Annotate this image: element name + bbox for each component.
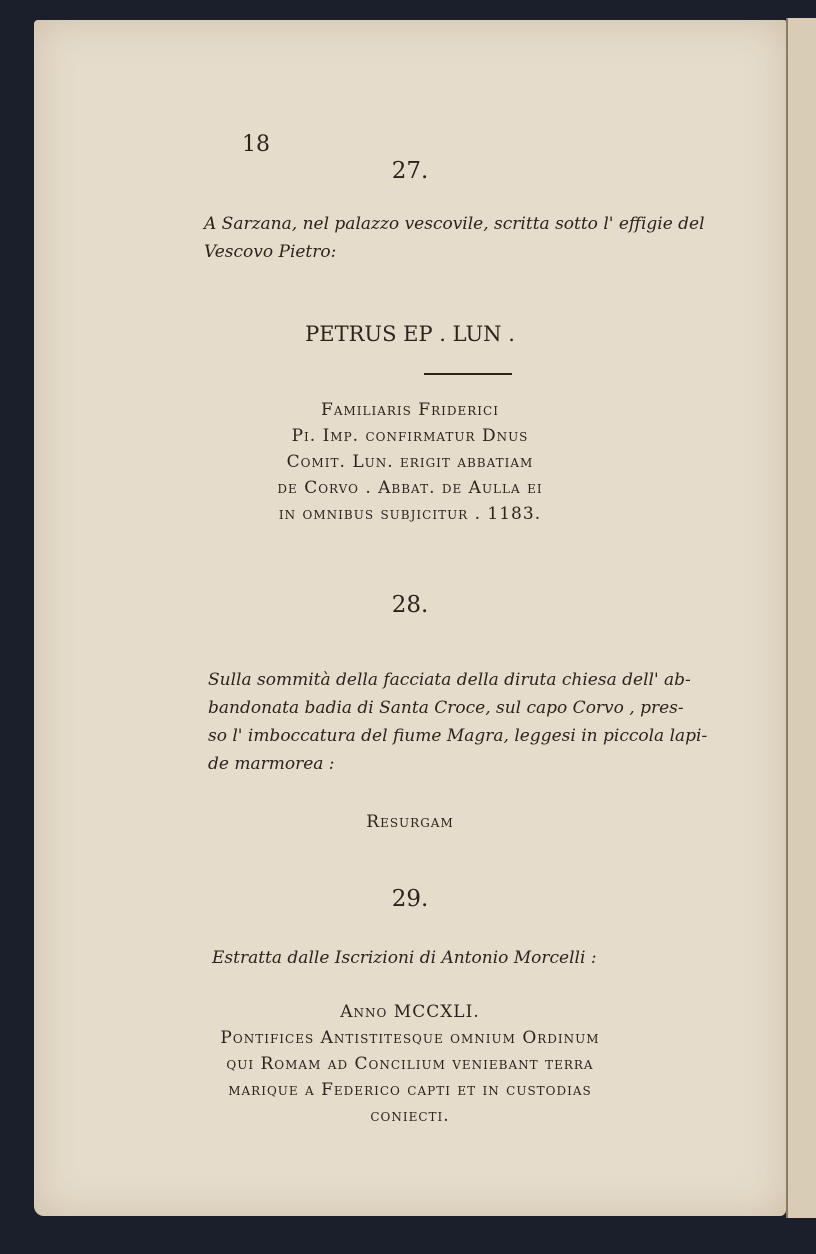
- entry-number-27: 27.: [391, 158, 429, 184]
- entry-29-intro: Estratta dalle Iscrizioni di Antonio Morcelli :: [212, 948, 597, 968]
- page-number: 18: [242, 132, 270, 157]
- entry-29-inscription-line-1: Anno MCCXLI.: [340, 1002, 480, 1022]
- entry-27-inscription-line-3: Comit. Lun. erigit abbatiam: [286, 452, 534, 472]
- entry-27-intro-line-1: A Sarzana, nel palazzo vescovile, scritta sotto l' effigie del: [204, 214, 705, 234]
- entry-29-inscription-line-2: Pontifices Antistitesque omnium Ordinum: [220, 1028, 600, 1048]
- entry-27-intro-line-2: Vescovo Pietro:: [204, 242, 337, 262]
- entry-29-inscription-line-3: qui Romam ad Concilium veniebant terra: [226, 1054, 594, 1074]
- divider-rule: [424, 373, 512, 375]
- entry-29-inscription-line-5: coniecti.: [370, 1106, 450, 1126]
- entry-27-inscription-line-2: Pi. Imp. confirmatur Dnus: [291, 426, 529, 446]
- next-page-edge: [786, 18, 816, 1218]
- entry-29-inscription-line-4: marique a Federico capti et in custodias: [228, 1080, 592, 1100]
- entry-28-intro-line-3: so l' imboccatura del fiume Magra, leggesi in piccola lapi-: [208, 726, 708, 746]
- book-page: [34, 20, 786, 1216]
- entry-27-inscription-line-5: in omnibus subjicitur . 1183.: [278, 504, 542, 524]
- entry-27-inscription-line-4: de Corvo . Abbat. de Aulla ei: [277, 478, 543, 498]
- entry-28-intro-line-1: Sulla sommità della facciata della diruta chiesa dell' ab-: [208, 670, 691, 690]
- entry-27-heading: PETRUS EP . LUN .: [305, 322, 515, 346]
- entry-number-28: 28.: [391, 592, 429, 618]
- entry-28-inscription: Resurgam: [366, 812, 454, 832]
- entry-28-intro-line-4: de marmorea :: [208, 754, 335, 774]
- entry-27-inscription-line-1: Familiaris Friderici: [321, 400, 499, 420]
- entry-28-intro-line-2: bandonata badia di Santa Croce, sul capo Corvo , pres-: [208, 698, 684, 718]
- entry-number-29: 29.: [391, 886, 429, 912]
